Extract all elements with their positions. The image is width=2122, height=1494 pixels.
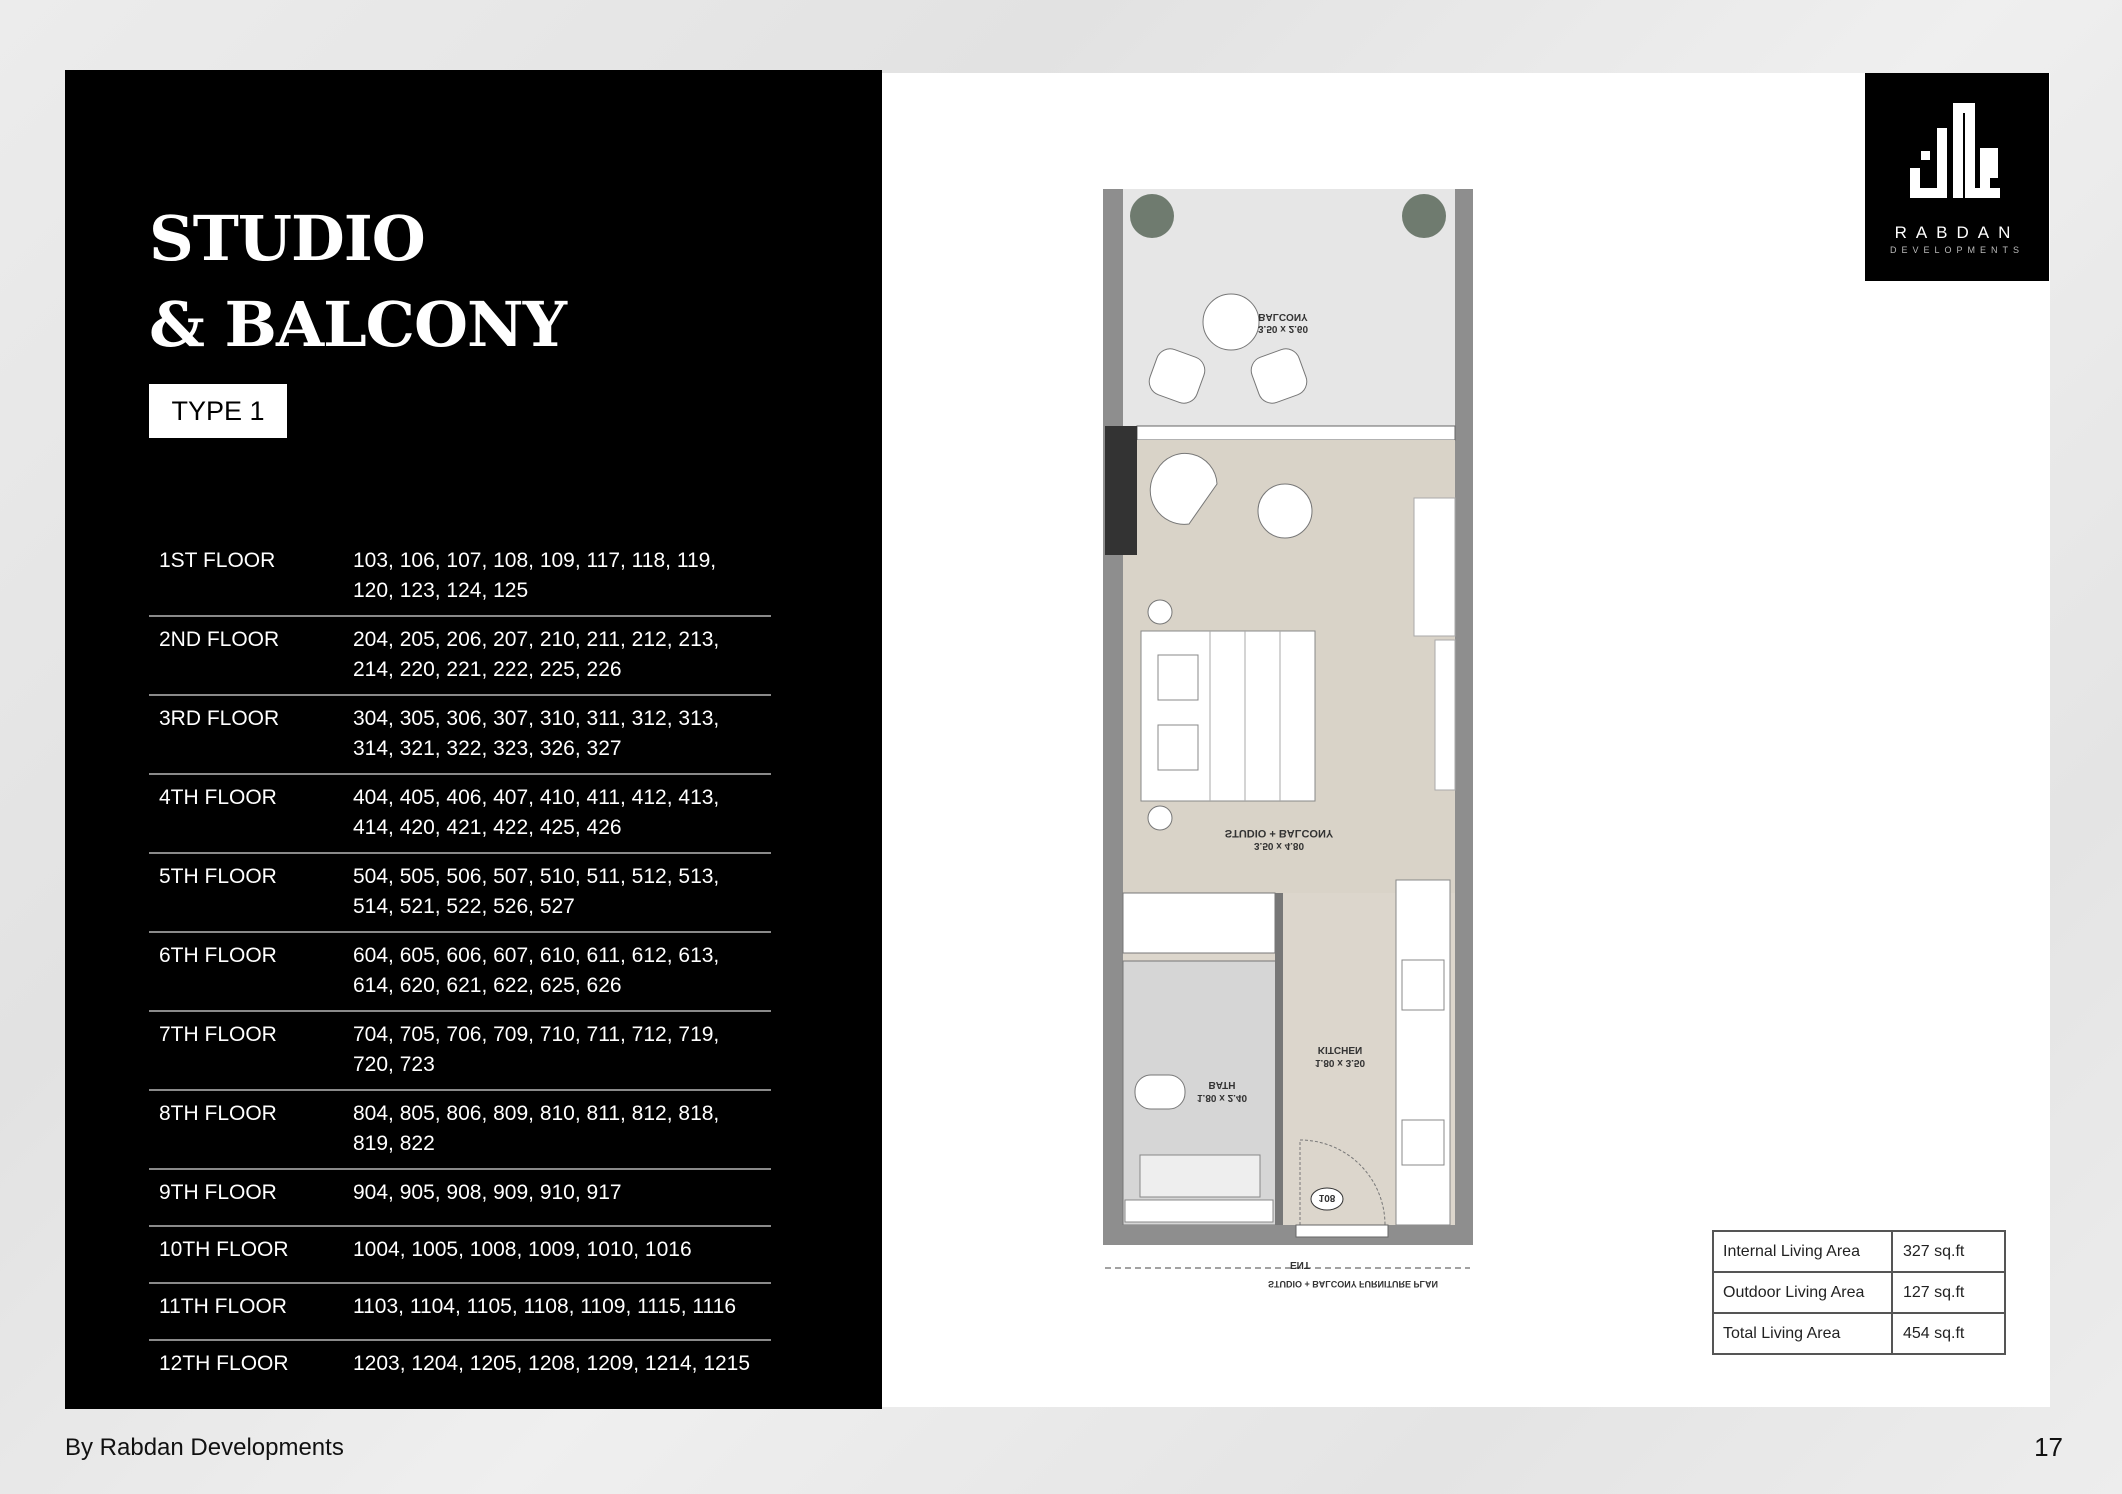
floor-label: 1ST FLOOR xyxy=(149,538,343,616)
floor-label: 4TH FLOOR xyxy=(149,774,343,853)
balcony-dimensions: 3.50 x 2.60 xyxy=(1257,323,1309,334)
table-row xyxy=(149,932,771,1011)
unit-list: 1004, 1005, 1008, 1009, 1010, 1016 xyxy=(343,1226,771,1283)
vanity-icon xyxy=(1140,1155,1260,1197)
type-badge: TYPE 1 xyxy=(149,384,287,438)
table-row xyxy=(1713,1272,2005,1313)
table-row xyxy=(149,1226,771,1283)
unit-list: 504, 505, 506, 507, 510, 511, 512, 513, 514, 521, 522, 526, 527 xyxy=(343,853,771,932)
area-summary-table xyxy=(1712,1230,2006,1355)
bottom-wall xyxy=(1103,1225,1473,1245)
floor-label: 3RD FLOOR xyxy=(149,695,343,774)
bath-wall xyxy=(1275,893,1283,1225)
unit-list: 204, 205, 206, 207, 210, 211, 212, 213, 214, 220, 221, 222, 225, 226 xyxy=(343,616,771,695)
logo-name: RABDAN xyxy=(1894,223,2020,242)
table-row xyxy=(149,1090,771,1169)
area-value: 127 sq.ft xyxy=(1892,1272,2005,1313)
left-wall xyxy=(1103,189,1123,1245)
table-row xyxy=(149,538,771,616)
table-row xyxy=(149,695,771,774)
table-row xyxy=(1713,1313,2005,1354)
tv-unit xyxy=(1435,640,1455,790)
studio-dimensions: 3.50 x 4.80 xyxy=(1253,840,1305,851)
page-title xyxy=(149,196,566,368)
floor-label: 9TH FLOOR xyxy=(149,1169,343,1226)
page-number: 17 xyxy=(2034,1432,2063,1462)
floor-label: 2ND FLOOR xyxy=(149,616,343,695)
area-label: Internal Living Area xyxy=(1713,1231,1892,1272)
area-label: Total Living Area xyxy=(1713,1313,1892,1354)
kitchen-counter xyxy=(1396,880,1450,1225)
table-row xyxy=(149,1011,771,1090)
unit-list: 304, 305, 306, 307, 310, 311, 312, 313, 314, 321, 322, 323, 326, 327 xyxy=(343,695,771,774)
footer-publisher: By Rabdan Developments xyxy=(65,1434,344,1461)
balcony-glazing xyxy=(1137,426,1455,440)
table-row xyxy=(149,853,771,932)
logo-subtitle: DEVELOPMENTS xyxy=(1889,245,2025,255)
bath-dimensions: 1.80 x 2.40 xyxy=(1196,1092,1248,1103)
table-row xyxy=(149,774,771,853)
plan-caption: STUDIO + BALCONY FURNITURE PLAN xyxy=(1267,1279,1439,1289)
area-value: 327 sq.ft xyxy=(1892,1231,2005,1272)
title-line-2: & BALCONY xyxy=(149,288,566,361)
wardrobe-unit xyxy=(1414,498,1455,636)
closet xyxy=(1123,893,1275,953)
ottoman-icon xyxy=(1258,484,1312,538)
table-row xyxy=(149,616,771,695)
entrance-door xyxy=(1296,1225,1388,1237)
area-label: Outdoor Living Area xyxy=(1713,1272,1892,1313)
unit-tag-number: 108 xyxy=(1318,1192,1336,1203)
bed-icon xyxy=(1141,631,1315,801)
rabdan-logo xyxy=(1865,73,2049,281)
unit-list: 103, 106, 107, 108, 109, 117, 118, 119, 120, 123, 124, 125 xyxy=(343,538,771,616)
right-wall xyxy=(1455,189,1473,1245)
bath-label: BATH xyxy=(1208,1079,1236,1090)
floor-units-table xyxy=(149,538,771,1396)
cabinet xyxy=(1125,1200,1273,1222)
floor-label: 10TH FLOOR xyxy=(149,1226,343,1283)
floor-label: 7TH FLOOR xyxy=(149,1011,343,1090)
floor-label: 8TH FLOOR xyxy=(149,1090,343,1169)
plant-icon xyxy=(1130,194,1174,238)
floor-label: 6TH FLOOR xyxy=(149,932,343,1011)
unit-list: 1103, 1104, 1105, 1108, 1109, 1115, 1116 xyxy=(343,1283,771,1340)
table-row xyxy=(1713,1231,2005,1272)
floor-label: 11TH FLOOR xyxy=(149,1283,343,1340)
floor-plan xyxy=(1090,180,1490,1300)
balcony-table-icon xyxy=(1203,294,1259,350)
entrance-label: ENT xyxy=(1290,1259,1310,1270)
unit-list: 704, 705, 706, 709, 710, 711, 712, 719, 720, 723 xyxy=(343,1011,771,1090)
lamp-icon xyxy=(1148,600,1172,624)
table-row xyxy=(149,1340,771,1396)
kitchen-label: KITCHEN xyxy=(1317,1044,1363,1055)
wall-column xyxy=(1105,426,1137,555)
table-row xyxy=(149,1283,771,1340)
area-value: 454 sq.ft xyxy=(1892,1313,2005,1354)
plant-icon xyxy=(1402,194,1446,238)
unit-list: 904, 905, 908, 909, 910, 917 xyxy=(343,1169,771,1226)
unit-list: 404, 405, 406, 407, 410, 411, 412, 413, 414, 420, 421, 422, 425, 426 xyxy=(343,774,771,853)
balcony-label: BALCONY xyxy=(1258,311,1308,322)
unit-list: 1203, 1204, 1205, 1208, 1209, 1214, 1215 xyxy=(353,1352,751,1375)
unit-list: 804, 805, 806, 809, 810, 811, 812, 818, 819, 822 xyxy=(343,1090,771,1169)
lamp-icon xyxy=(1148,806,1172,830)
table-row xyxy=(149,1169,771,1226)
floor-label: 5TH FLOOR xyxy=(149,853,343,932)
kitchen-dimensions: 1.80 x 3.50 xyxy=(1314,1057,1366,1068)
studio-label: STUDIO + BALCONY xyxy=(1224,827,1334,839)
logo-mark-icon xyxy=(1865,73,2049,223)
unit-list: 604, 605, 606, 607, 610, 611, 612, 613, 614, 620, 621, 622, 625, 626 xyxy=(343,932,771,1011)
toilet-icon xyxy=(1135,1075,1185,1109)
floor-label: 12TH FLOOR xyxy=(159,1352,289,1375)
title-line-1: STUDIO xyxy=(149,202,425,275)
